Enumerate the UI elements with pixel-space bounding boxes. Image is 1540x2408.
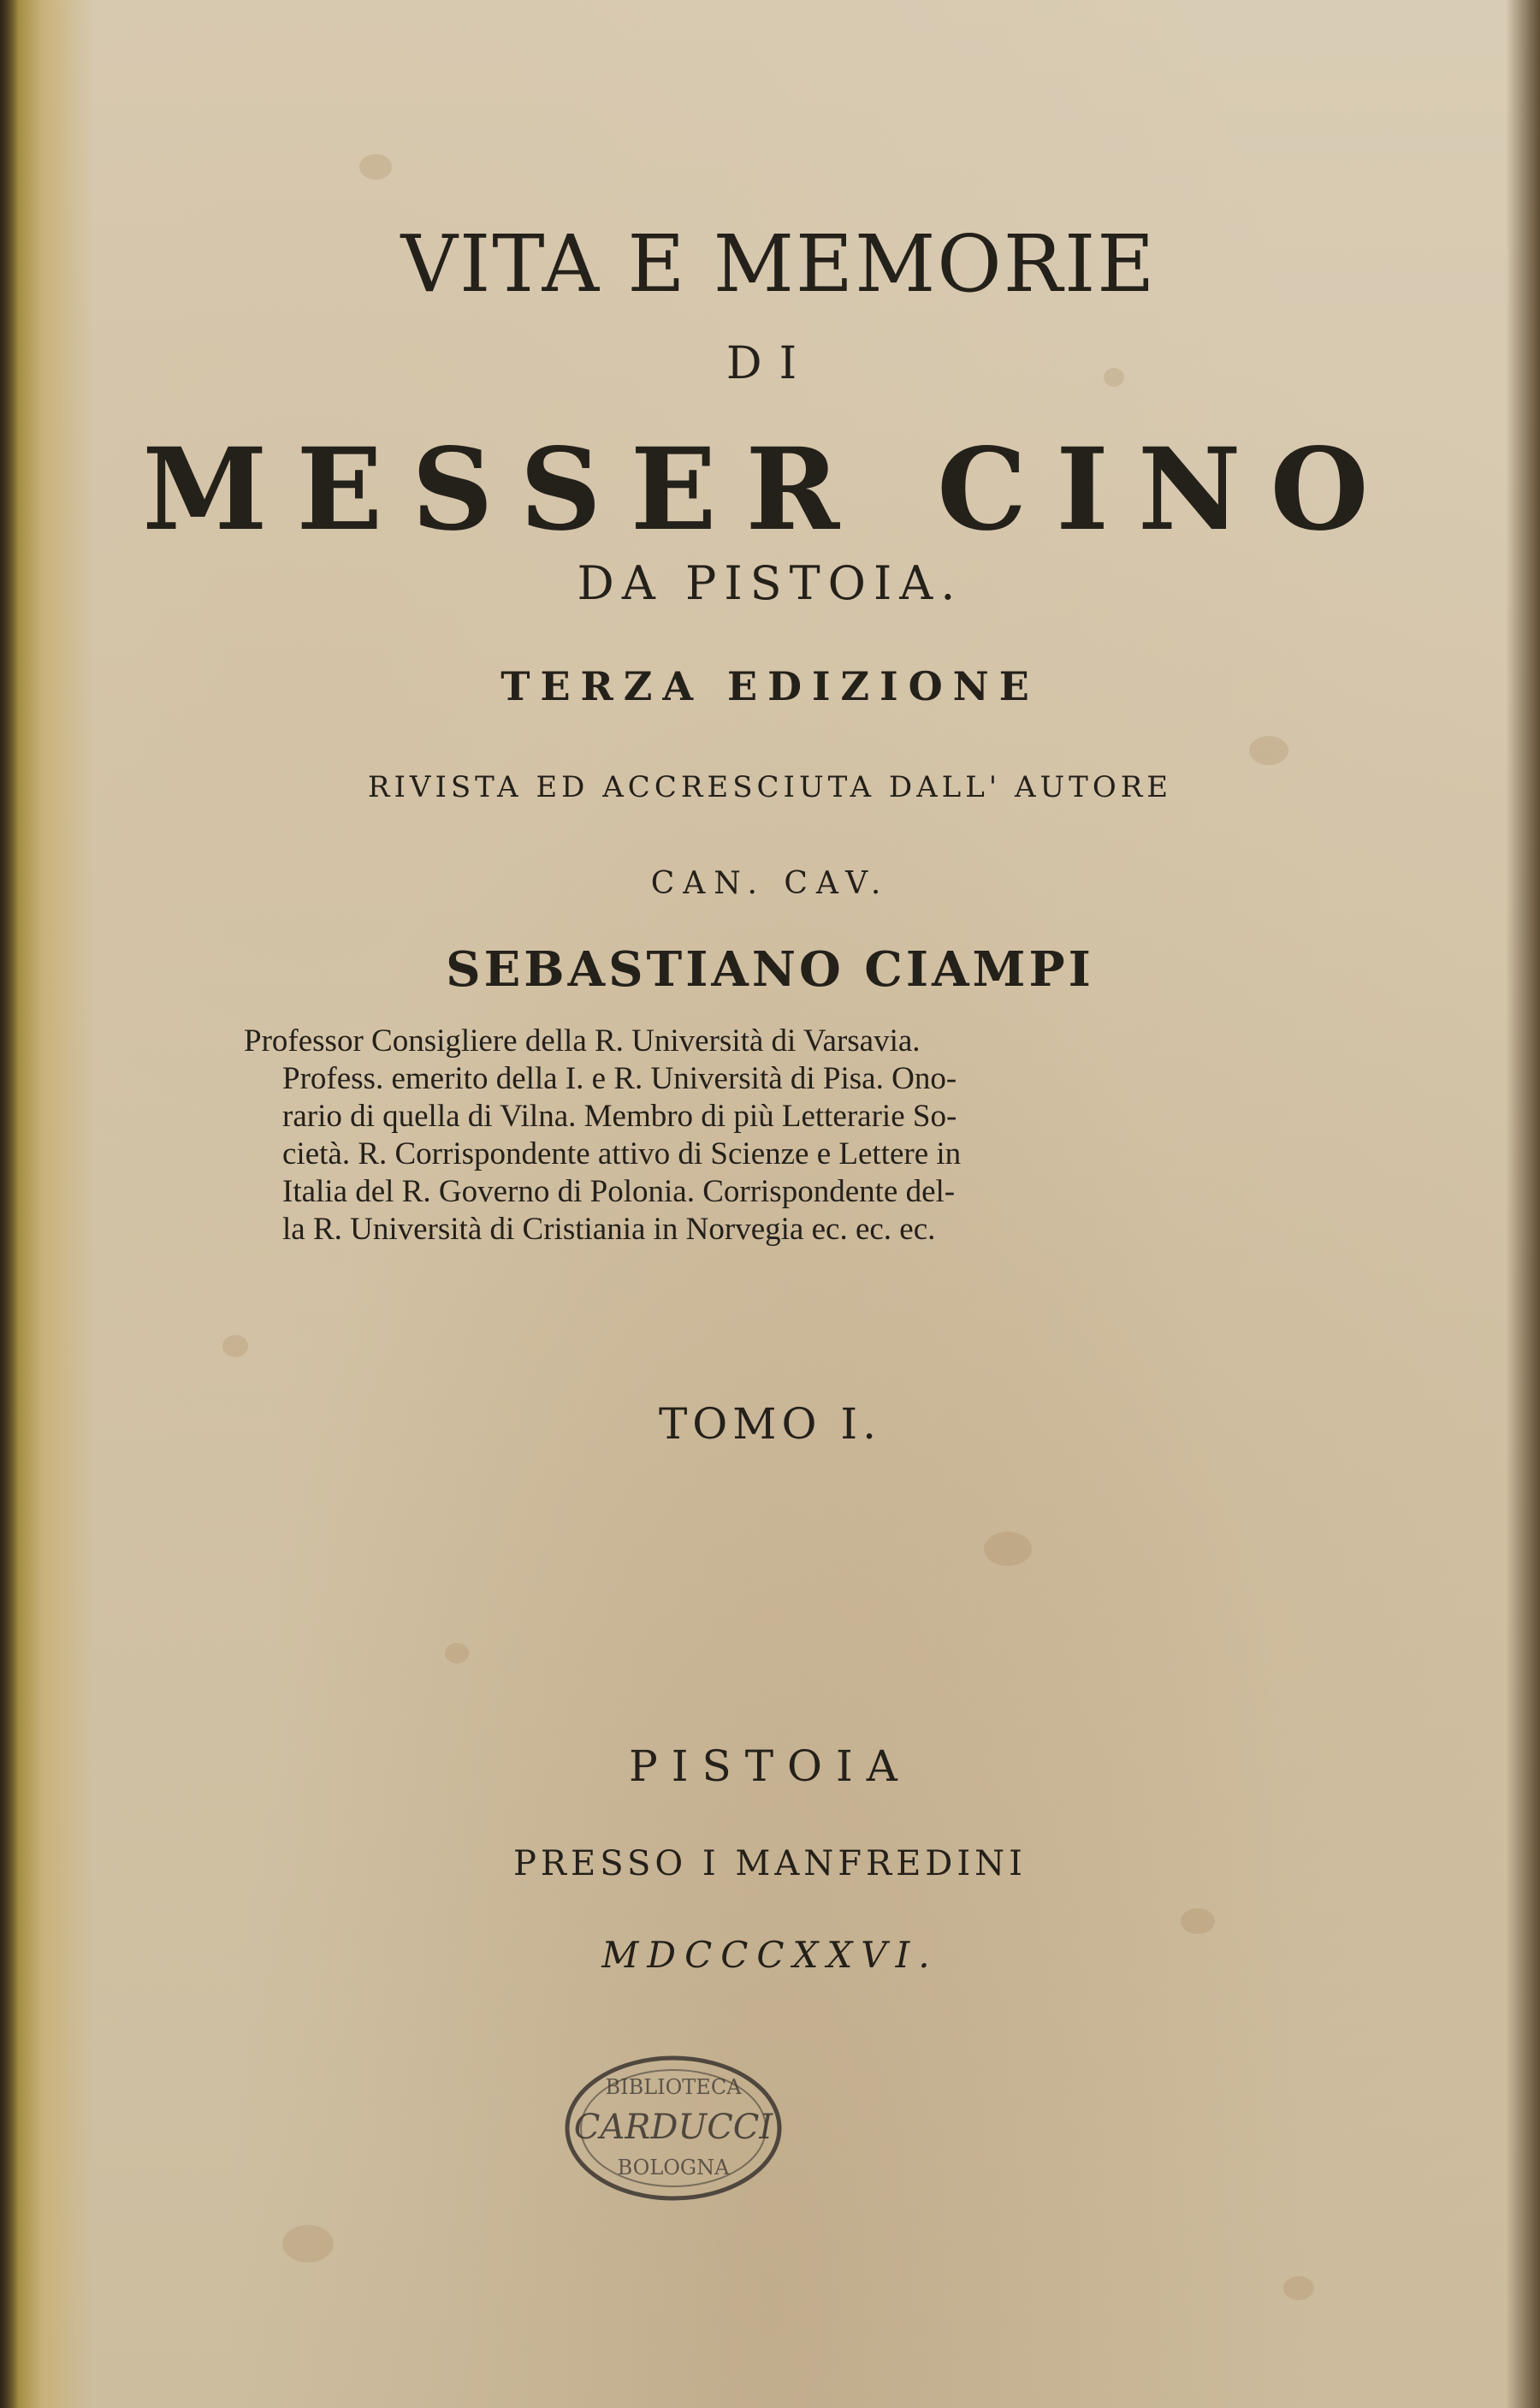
title-line-1: VITA E MEMORIE [400, 218, 1157, 310]
credentials-line: Profess. emerito della I. e R. Università di Pisa. Ono- [282, 1061, 957, 1096]
publication-year: MDCCCXXVI. [601, 1934, 939, 1976]
foxing-spot [445, 1643, 469, 1664]
library-stamp [560, 2049, 787, 2208]
volume-number: TOMO I. [658, 1399, 882, 1449]
title-line-3: MESSER CINO [142, 424, 1398, 556]
foxing-spot [1283, 2276, 1314, 2300]
foxing-spot [359, 154, 392, 180]
credentials-line: la R. Università di Cristiania in Norvegia ec. ec. ec. [282, 1212, 936, 1247]
publication-place: PISTOIA [629, 1741, 911, 1791]
author-credentials [244, 1023, 1185, 1248]
foxing-spot [984, 1532, 1032, 1566]
author-name: SEBASTIANO CIAMPI [446, 941, 1094, 998]
edition-line: TERZA EDIZIONE [500, 663, 1040, 709]
canon-line: CAN. CAV. [650, 866, 890, 901]
stamp-text-top: BIBLIOTECA [605, 2075, 742, 2099]
title-line-4: DA PISTOIA. [577, 556, 963, 610]
credentials-line: Italia del R. Governo di Polonia. Corrispondente del- [282, 1174, 956, 1209]
title-line-2: DI [726, 338, 814, 389]
credentials-line: Professor Consigliere della R. Università di Varsavia. [244, 1023, 921, 1059]
stamp-text-bottom: BOLOGNA [617, 2156, 730, 2180]
foxing-spot [222, 1335, 248, 1357]
foxing-spot [282, 2225, 334, 2263]
foxing-spot [1181, 1908, 1215, 1934]
revised-line: RIVISTA ED ACCRESCIUTA DALL' AUTORE [367, 770, 1173, 804]
publisher-line: PRESSO I MANFREDINI [513, 1844, 1027, 1883]
foxing-spot [1249, 736, 1288, 765]
credentials-line: rario di quella di Vilna. Membro di più Letterarie So- [282, 1099, 957, 1134]
stamp-text-middle: CARDUCCI [573, 2108, 773, 2147]
credentials-line: cietà. R. Corrispondente attivo di Scienze e Lettere in [282, 1136, 962, 1171]
